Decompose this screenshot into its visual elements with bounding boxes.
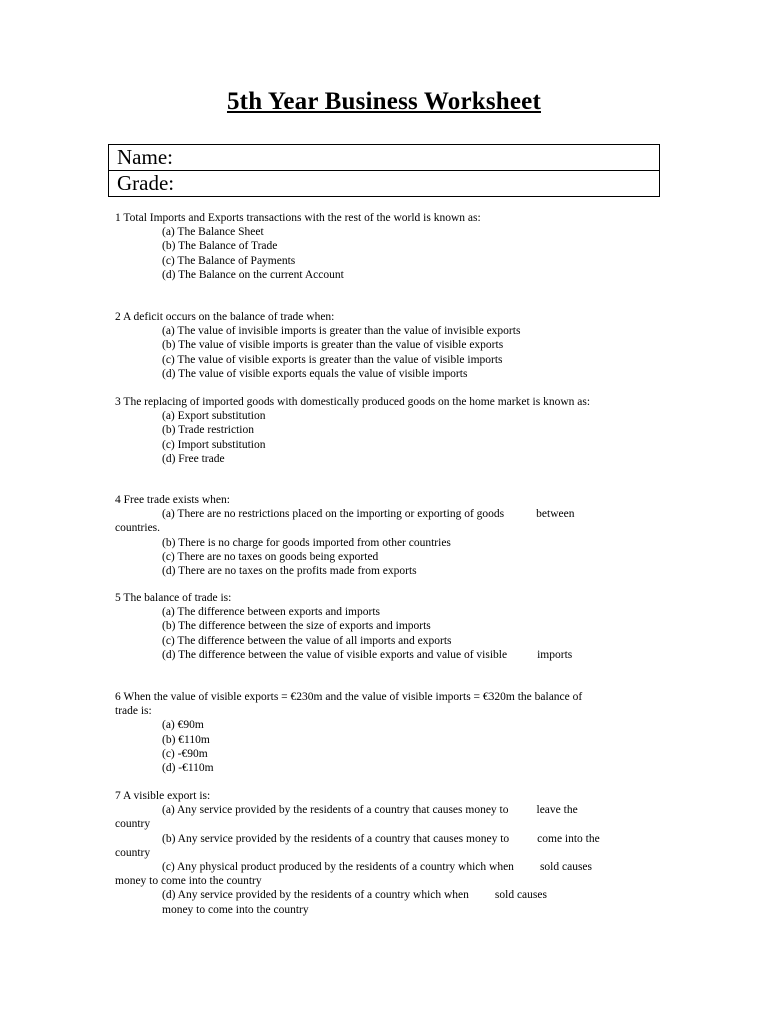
question-3 (115, 395, 655, 466)
question-7-stem: 7 A visible export is: (115, 790, 211, 802)
question-7-option-a-tail: leave the (536, 804, 578, 817)
question-2-option-b: (b) The value of visible imports is greater than the value of visible exports (162, 339, 504, 352)
question-7-option-c (115, 860, 655, 874)
question-1-stem: 1 Total Imports and Exports transactions with the rest of the world is known as: (115, 212, 481, 224)
question-2 (115, 310, 655, 381)
question-5 (115, 591, 655, 662)
question-7-option-b-tail: come into the (537, 832, 600, 845)
question-7-option-b (115, 832, 655, 846)
question-6 (115, 690, 655, 775)
question-3-option-b: (b) Trade restriction (162, 424, 254, 437)
question-7-option-b-cont: country (115, 846, 151, 859)
name-field[interactable]: Name: (109, 145, 659, 171)
question-5-stem: 5 The balance of trade is: (115, 592, 232, 604)
question-7 (115, 789, 655, 917)
question-7-option-a-cont: country (115, 818, 151, 831)
question-7-option-a-text: (a) Any service provided by the residents of a country that causes money to (162, 804, 509, 817)
question-2-option-a: (a) The value of invisible imports is greater than the value of invisible exports (162, 325, 521, 338)
question-7-option-d (115, 888, 655, 902)
student-info-box (108, 144, 660, 197)
question-1 (115, 211, 655, 282)
question-5-option-d-tail: imports (537, 648, 573, 661)
question-4-option-a-cont: countries. (115, 522, 161, 535)
question-5-option-d (115, 648, 655, 662)
question-2-option-d: (d) The value of visible exports equals the value of visible imports (162, 367, 468, 380)
question-4-stem: 4 Free trade exists when: (115, 494, 230, 506)
worksheet-title: 5th Year Business Worksheet (226, 88, 541, 115)
question-1-option-a: (a) The Balance Sheet (162, 226, 264, 239)
question-5-option-c: (c) The difference between the value of all imports and exports (162, 634, 452, 647)
question-6-option-d: (d) -€110m (162, 762, 214, 775)
question-5-option-b: (b) The difference between the size of exports and imports (162, 620, 431, 633)
question-6-option-b: (b) €110m (162, 733, 210, 746)
question-3-option-c: (c) Import substitution (162, 438, 266, 451)
question-7-option-d-cont: money to come into the country (162, 903, 309, 916)
question-3-stem: 3 The replacing of imported goods with domestically produced goods on the home market is known as: (115, 396, 591, 408)
question-2-stem: 2 A deficit occurs on the balance of trade when: (115, 311, 335, 323)
question-7-option-b-text: (b) Any service provided by the residents of a country that causes money to (162, 832, 510, 845)
question-7-option-a (115, 803, 655, 817)
question-7-option-d-tail: sold causes (494, 889, 547, 902)
question-7-option-c-text: (c) Any physical product produced by the residents of a country which when (162, 861, 514, 874)
question-6-option-a: (a) €90m (162, 719, 204, 732)
question-1-option-c: (c) The Balance of Payments (162, 254, 296, 267)
question-7-option-d-text: (d) Any service provided by the residents of a country which when (162, 889, 469, 902)
question-4-option-a-text: (a) There are no restrictions placed on the importing or exporting of goods (162, 508, 505, 521)
question-1-option-b: (b) The Balance of Trade (162, 240, 278, 253)
question-6-stem-line-1: 6 When the value of visible exports = €230m and the value of visible imports = €320m the balance of (115, 691, 583, 703)
question-4-option-d: (d) There are no taxes on the profits made from exports (162, 565, 417, 578)
question-7-option-c-tail: sold causes (539, 861, 592, 874)
question-6-option-c: (c) -€90m (162, 747, 208, 760)
question-5-option-a: (a) The difference between exports and imports (162, 606, 380, 619)
question-4-option-a-tail: between (536, 508, 575, 521)
question-4-option-c: (c) There are no taxes on goods being exported (162, 550, 379, 563)
question-4-option-a (115, 507, 655, 521)
grade-field[interactable]: Grade: (117, 171, 175, 195)
question-3-option-a: (a) Export substitution (162, 410, 266, 423)
question-3-option-d: (d) Free trade (162, 452, 225, 465)
question-2-option-c: (c) The value of visible exports is greater than the value of visible imports (162, 353, 503, 366)
question-4-option-b: (b) There is no charge for goods imported from other countries (162, 536, 451, 549)
question-5-option-d-text: (d) The difference between the value of visible exports and value of visible (162, 648, 508, 661)
question-4 (115, 493, 655, 578)
question-1-option-d: (d) The Balance on the current Account (162, 268, 344, 281)
question-6-stem-line-2: trade is: (115, 705, 152, 718)
question-7-option-c-cont: money to come into the country (115, 875, 262, 888)
